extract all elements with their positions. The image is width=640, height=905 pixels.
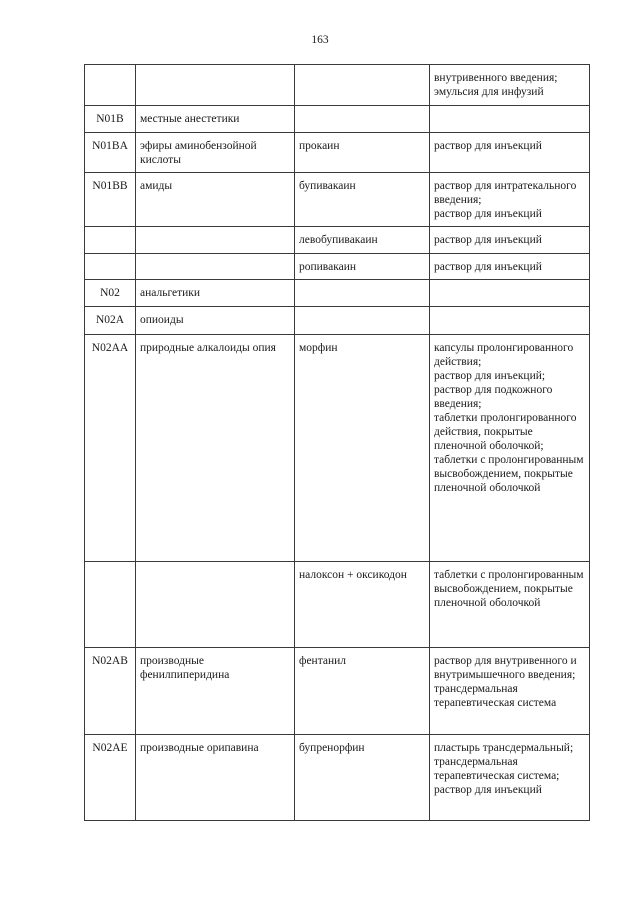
form-line: раствор для инъекций (434, 208, 542, 220)
forms-cell (430, 307, 590, 335)
table-row (85, 133, 590, 173)
forms-cell (430, 280, 590, 307)
table-row (85, 65, 590, 106)
drug-cell: прокаин (295, 133, 430, 173)
forms-cell (430, 562, 590, 648)
group-cell (136, 65, 295, 106)
form-line: пластырь трансдермальный; (434, 742, 574, 754)
form-line: раствор для внутривенного и внутримышечного введения; (434, 655, 577, 681)
group-cell: эфиры аминобензойной кислоты (136, 133, 295, 173)
forms-cell (430, 648, 590, 735)
page-number: 163 (311, 34, 329, 46)
atc-code-cell: N02AB (85, 648, 136, 735)
group-cell (136, 254, 295, 280)
atc-code-cell: N01BB (85, 173, 136, 227)
form-line: раствор для инъекций (434, 234, 542, 246)
forms-cell (430, 335, 590, 562)
form-line: раствор для инъекций (434, 140, 542, 152)
atc-code-cell (85, 254, 136, 280)
group-cell (136, 562, 295, 648)
form-line: капсулы пролонгированного действия; (434, 342, 574, 368)
table-row (85, 307, 590, 335)
form-line: трансдермальная терапевтическая система; (434, 756, 560, 782)
group-cell: производные фенилпиперидина (136, 648, 295, 735)
form-line: внутривенного введения; (434, 72, 558, 84)
drug-cell (295, 280, 430, 307)
table-row (85, 106, 590, 133)
table-row (85, 254, 590, 280)
drug-cell: ропивакаин (295, 254, 430, 280)
drug-table (84, 64, 590, 821)
drug-cell: налоксон + оксикодон (295, 562, 430, 648)
forms-cell (430, 133, 590, 173)
table-row (85, 648, 590, 735)
drug-cell: бупренорфин (295, 735, 430, 821)
drug-cell: бупивакаин (295, 173, 430, 227)
forms-cell (430, 65, 590, 106)
atc-code-cell: N02 (85, 280, 136, 307)
atc-code-cell: N02A (85, 307, 136, 335)
group-cell: анальгетики (136, 280, 295, 307)
drug-cell (295, 106, 430, 133)
form-line: раствор для инъекций (434, 261, 542, 273)
form-line: таблетки с пролонгированным высвобождением, покрытые пленочной оболочкой (434, 454, 584, 494)
atc-code-cell: N01BA (85, 133, 136, 173)
group-cell: опиоиды (136, 307, 295, 335)
table-row (85, 735, 590, 821)
atc-code-cell: N02AE (85, 735, 136, 821)
forms-cell (430, 227, 590, 254)
drug-table-body (85, 65, 590, 821)
form-line: таблетки с пролонгированным высвобождением, покрытые пленочной оболочкой (434, 569, 584, 609)
table-row (85, 173, 590, 227)
group-cell: производные орипавина (136, 735, 295, 821)
atc-code-cell (85, 65, 136, 106)
group-cell: природные алкалоиды опия (136, 335, 295, 562)
atc-code-cell: N02AA (85, 335, 136, 562)
group-cell: местные анестетики (136, 106, 295, 133)
table-row (85, 562, 590, 648)
table-row (85, 335, 590, 562)
forms-cell (430, 173, 590, 227)
drug-cell: морфин (295, 335, 430, 562)
atc-code-cell (85, 562, 136, 648)
table-row (85, 227, 590, 254)
form-line: раствор для инъекций (434, 784, 542, 796)
atc-code-cell: N01B (85, 106, 136, 133)
form-line: таблетки пролонгированного действия, покрытые пленочной оболочкой; (434, 412, 577, 452)
drug-cell (295, 307, 430, 335)
form-line: раствор для подкожного введения; (434, 384, 553, 410)
table-row (85, 280, 590, 307)
form-line: раствор для интратекального введения; (434, 180, 577, 206)
form-line: трансдермальная терапевтическая система (434, 683, 557, 709)
atc-code-cell (85, 227, 136, 254)
drug-cell: фентанил (295, 648, 430, 735)
forms-cell (430, 735, 590, 821)
drug-cell (295, 65, 430, 106)
group-cell: амиды (136, 173, 295, 227)
forms-cell (430, 254, 590, 280)
form-line: раствор для инъекций; (434, 370, 546, 382)
group-cell (136, 227, 295, 254)
forms-cell (430, 106, 590, 133)
drug-cell: левобупивакаин (295, 227, 430, 254)
form-line: эмульсия для инфузий (434, 86, 544, 98)
